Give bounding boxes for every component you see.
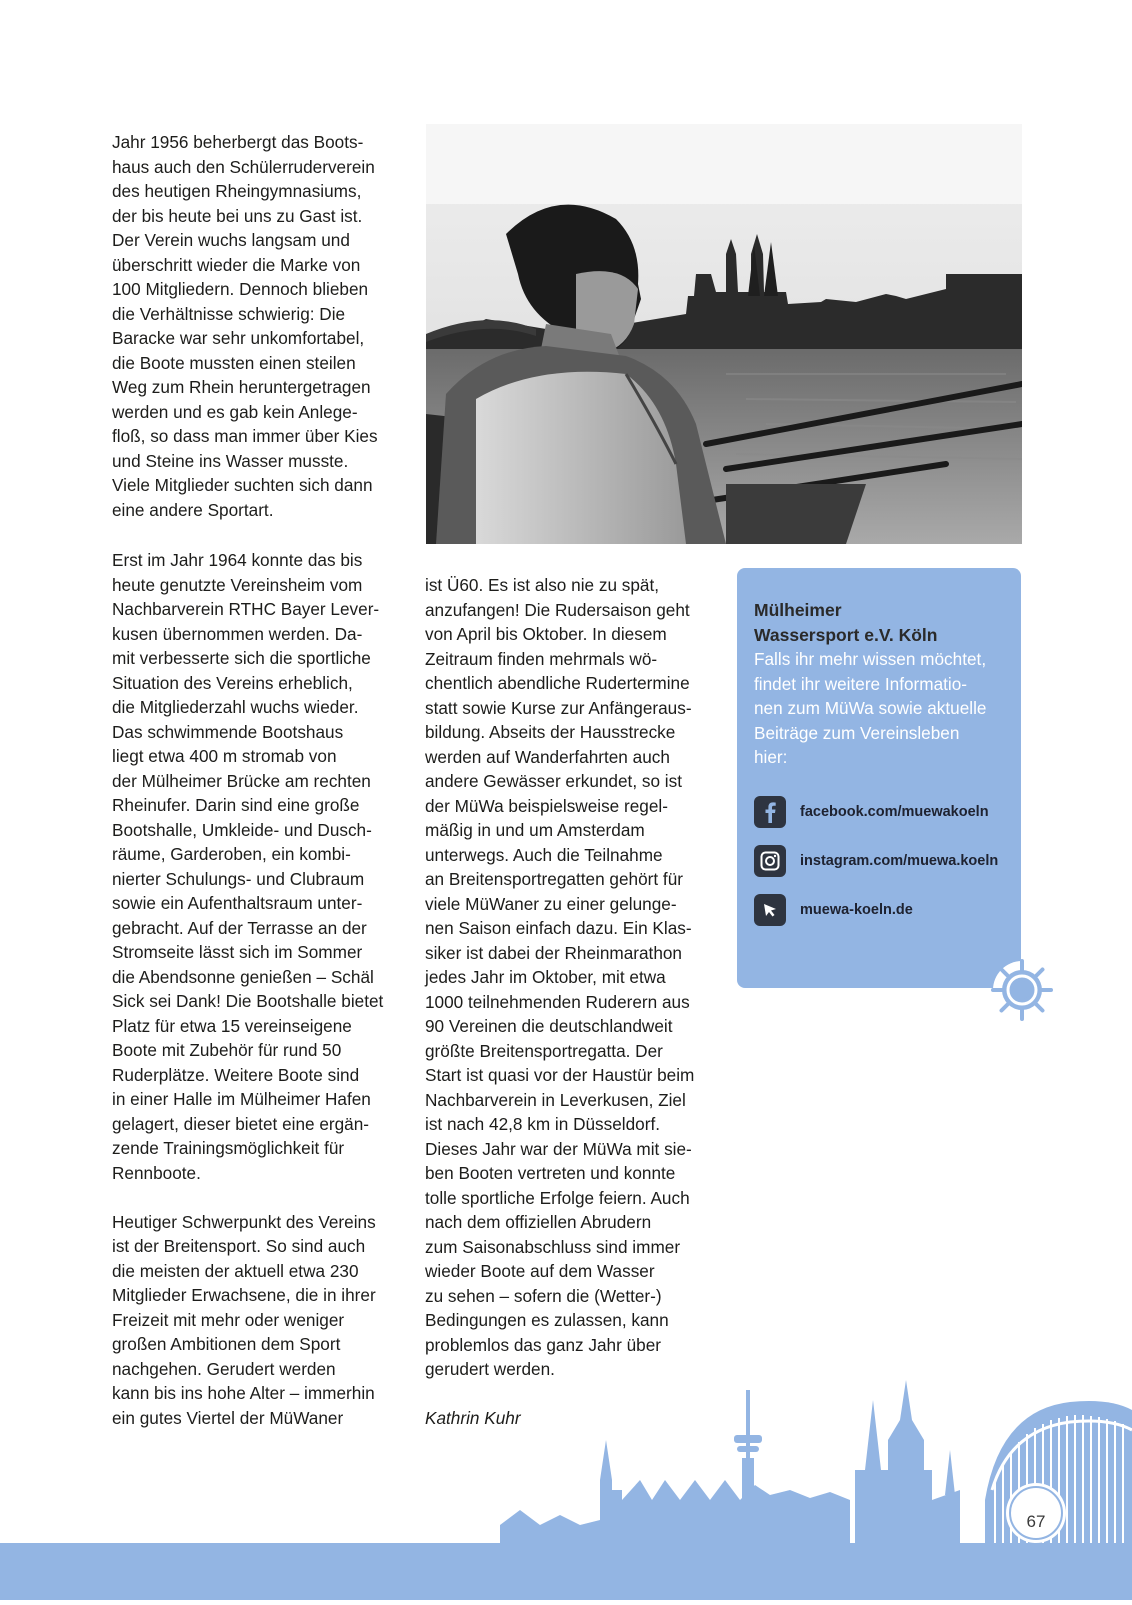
author-signature: Kathrin Kuhr <box>425 1408 521 1428</box>
column-2 <box>425 573 715 1431</box>
column-1-bottom <box>112 548 402 1430</box>
facebook-icon <box>754 796 786 828</box>
website-link[interactable] <box>754 893 913 927</box>
paragraph-4: ist Ü60. Es ist also nie zu spät, anzufangen! Die Rudersaison geht von April bis Oktober. In diesem Zeitraum finden mehrmals wö- chentlich abendliche Rudertermine statt sowie Kurse zur Anfängeraus- bildung. Abseits der Hausstrecke werden auf Wanderfahrten auch andere Gewässer erkundet, so ist der MüWa beispielsweise regel- mäßig in und um Amsterdam unterwegs. Auch die Teilnahme an Breitensportregatten gehört für viele MüWaner zu einer gelunge- nen Saison einfach dazu. Ein Klas- siker ist dabei der Rheinmarathon jedes Jahr im Oktober, mit etwa 1000 teilnehmenden Ruderern aus 90 Vereinen die deutschlandweit größte Breitensportregatta. Der Start ist quasi vor der Haustür beim Nachbarverein in Leverkusen, Ziel ist nach 42,8 km in Düsseldorf. Dieses Jahr war der MüWa mit sie- ben Booten vertreten und konnte tolle sportliche Erfolge feiern. Auch nach dem offiziellen Abrudern zum Saisonabschluss sind immer wieder Boote auf dem Wasser zu sehen – sofern die (Wetter-) Bedingungen es zulassen, kann problemlos das ganz Jahr über gerudert werden. <box>425 575 695 1379</box>
website-link-label: muewa-koeln.de <box>800 902 913 918</box>
rower-photo <box>426 124 1022 544</box>
cursor-icon <box>754 894 786 926</box>
paragraph-2: Erst im Jahr 1964 konnte das bis heute genutzte Vereinsheim vom Nachbarverein RTHC Bayer Lever- kusen übernommen werden. Da- mit verbesserte sich die sportliche Situation des Vereins erheblich, die Mitgliederzahl wuchs wieder. Das schwimmende Bootshaus liegt etwa 400 m stromab von der Mülheimer Brücke am rechten Rheinufer. Darin sind eine große Bootshalle, Umkleide- und Dusch- räume, Garderoben, ein kombi- nierter Schulungs- und Clubraum sowie ein Aufenthaltsraum unter- gebracht. Auf der Terrasse an der Stromseite lässt sich im Sommer die Abendsonne genießen – Schäl Sick sei Dank! Die Bootshalle bietet Platz für etwa 15 vereinseigene Boote mit Zubehör für rund 50 Ruderplätze. Weitere Boote sind in einer Halle im Mülheimer Hafen gelagert, dieser bietet eine ergän- zende Trainingsmöglichkeit für Rennboote. <box>112 550 384 1183</box>
ship-wheel-icon <box>990 958 1054 1027</box>
info-box-text: Falls ihr mehr wissen möchtet, findet ihr weitere Informatio- nen zum MüWa sowie aktuelle Beiträge zum Vereinsleben hier: <box>754 649 987 767</box>
info-box <box>737 568 1021 988</box>
info-box-title: Mülheimer Wassersport e.V. Köln <box>754 600 938 645</box>
instagram-icon <box>754 845 786 877</box>
cologne-skyline-footer <box>0 1380 1132 1605</box>
facebook-link-label: facebook.com/muewakoeln <box>800 804 989 820</box>
page-number: 67 <box>1026 1512 1046 1531</box>
paragraph-3: Heutiger Schwerpunkt des Vereins ist der Breitensport. So sind auch die meisten der aktuell etwa 230 Mitglieder Erwachsene, die in ihrer Freizeit mit mehr oder weniger großen Ambitionen dem Sport nachgehen. Gerudert werden kann bis ins hohe Alter – immerhin ein gutes Viertel der MüWaner <box>112 1211 376 1428</box>
instagram-link-label: instagram.com/muewa.koeln <box>800 853 999 869</box>
facebook-link[interactable] <box>754 795 989 829</box>
instagram-link[interactable] <box>754 844 998 878</box>
paragraph-1: Jahr 1956 beherbergt das Boots- haus auch den Schülerruderverein des heutigen Rheingymnasiums, der bis heute bei uns zu Gast ist. Der Verein wuchs langsam und überschritt wieder die Marke von 100 Mitgliedern. Dennoch blieben die Verhältnisse schwierig: Die Baracke war sehr unkomfortabel, die Boote mussten einen steilen Weg zum Rhein heruntergetragen werden und es gab kein Anlege- floß, so dass man immer über Kies und Steine ins Wasser musste. Viele Mitglieder suchten sich dann eine andere Sportart. <box>112 132 378 520</box>
column-1-top <box>112 130 402 522</box>
